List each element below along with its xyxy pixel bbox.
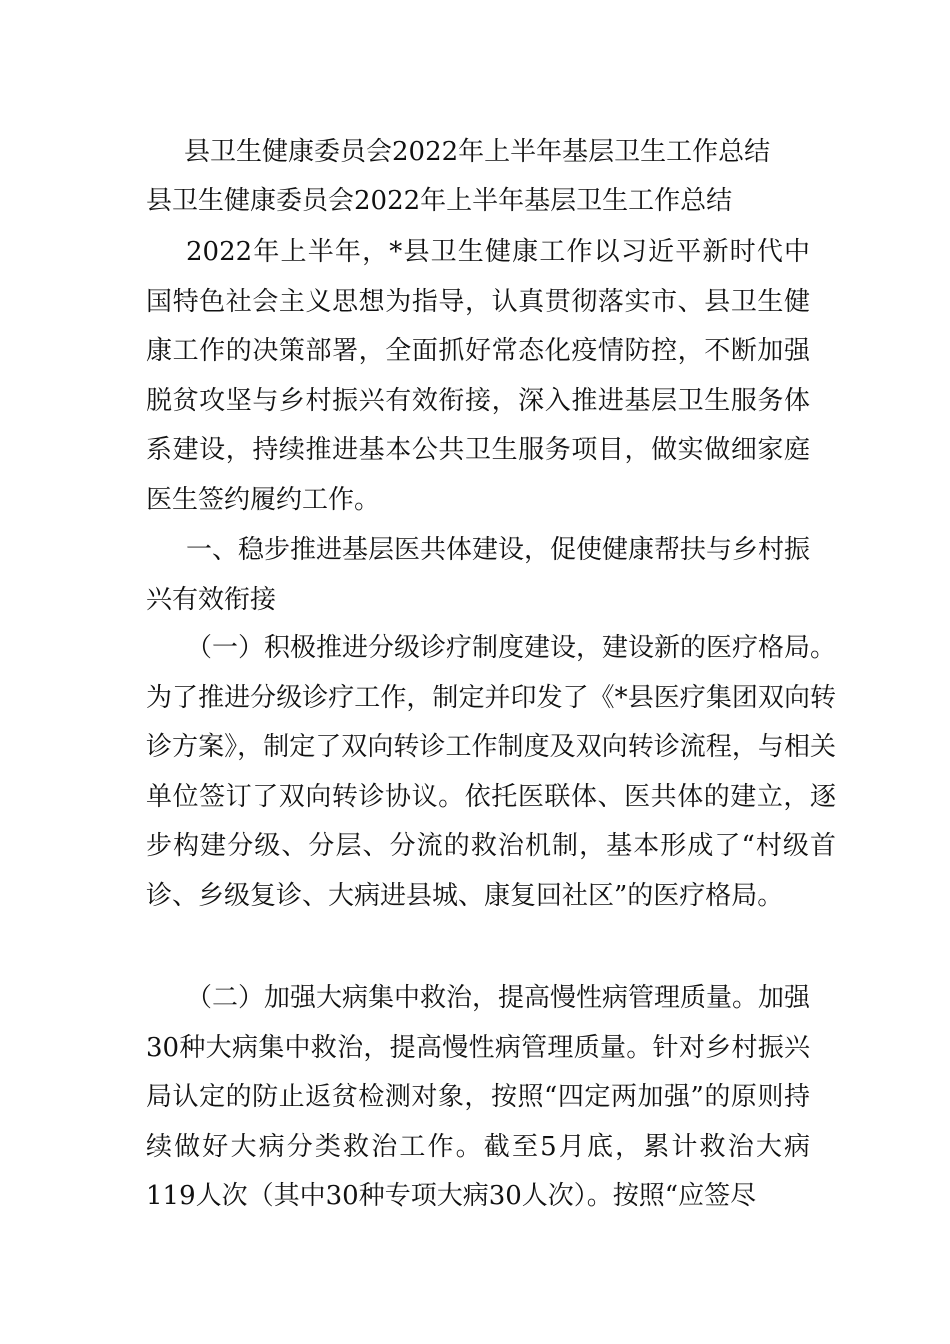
subsection-paragraph-2: （二）加强大病集中救治，提高慢性病管理质量。加强30种大病集中救治，提高慢性病管理质量。针对乡村振兴局认定的防止返贫检测对象，按照“四定两加强”的原则持续做好大病分类救治工作。截至5月底，累计救治大病119人次（其中30种专项大病30人次）。按照“应签尽 [146, 983, 811, 1211]
subsection-paragraph-1: （一）积极推进分级诊疗制度建设，建设新的医疗格局。为了推进分级诊疗工作，制定并印发了《*县医疗集团双向转诊方案》，制定了双向转诊工作制度及双向转诊流程，与相关单位签订了双向转诊协议。依托医联体、医共体的建立，逐步构建分级、分层、分流的救治机制，基本形成了“村级首诊、乡级复诊、大病进县城、康复回社区”的医疗格局。 [146, 633, 837, 911]
section-heading-1: 一、稳步推进基层医共体建设，促使健康帮扶与乡村振兴有效衔接 [146, 535, 811, 615]
document-title: 县卫生健康委员会2022年上半年基层卫生工作总结 [184, 137, 771, 167]
document-subtitle: 县卫生健康委员会2022年上半年基层卫生工作总结 [146, 186, 733, 216]
intro-paragraph: 2022年上半年，*县卫生健康工作以习近平新时代中国特色社会主义思想为指导，认真贯彻落实市、县卫生健康工作的决策部署，全面抓好常态化疫情防控，不断加强脱贫攻坚与乡村振兴有效衔接，深入推进基层卫生服务体系建设，持续推进基本公共卫生服务项目，做实做细家庭医生签约履约工作。 [146, 237, 810, 515]
